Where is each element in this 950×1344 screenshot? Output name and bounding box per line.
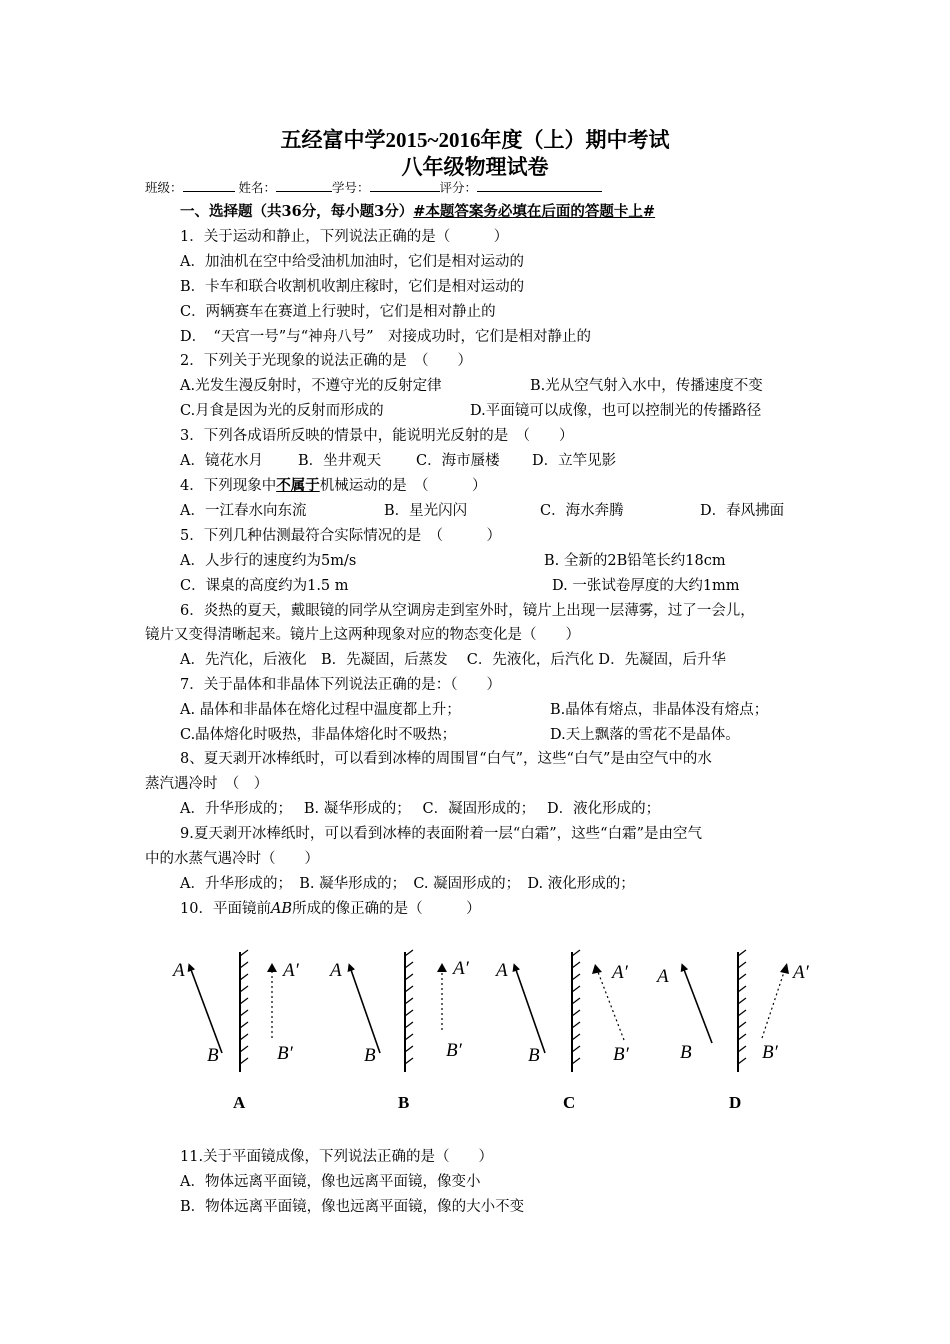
q2-option-d: D.平面镜可以成像，也可以控制光的传播路径 [470,403,762,419]
exam-title: 五经富中学2015~2016年度（上）期中考试 [280,128,670,152]
q3-option-d: D．立竿见影 [532,453,617,469]
q10-stem-ab: AB [270,901,293,917]
q10-stem [180,899,481,919]
q7-option-c: C.晶体熔化时吸热，非晶体熔化时不吸热； [180,727,457,743]
label-b-prime: B′ [446,1040,462,1061]
q9-stem-line2: 中的水蒸气遇冷时（ ） [145,851,319,867]
label-a-prime: A′ [283,960,299,981]
label-b: B [207,1045,219,1066]
q4-stem-before: 4．下列现象中 [180,478,277,494]
image-arrowhead [592,964,602,974]
panel-label-d: D [729,1093,742,1112]
figure-panel-b [328,950,470,1112]
label-a-prime: A′ [612,962,628,983]
label-b-prime: B′ [762,1042,778,1063]
q1-option-d: D． “天宫一号”与“神舟八号” 对接成功时，它们是相对静止的 [180,329,592,345]
section-heading-text: 一、选择题（共36分，每小题3分） [180,203,414,220]
figure-panel-a [171,950,300,1112]
q5-option-a: A．人步行的速度约为5m/s [180,553,357,569]
q4-option-a: A．一江春水向东流 [180,503,307,519]
class-label: 班级： [145,180,183,195]
q8-options: A．升华形成的； B. 凝华形成的； C．凝固形成的； D．液化形成的； [180,801,661,817]
q9-options: A．升华形成的； B. 凝华形成的； C. 凝固形成的； D. 液化形成的； [180,876,635,892]
label-a: A [657,966,669,987]
image-arrowhead [780,963,789,974]
image-arrowhead [437,963,447,972]
label-b: B [680,1042,692,1063]
q9-stem-line1: 9.夏天剥开冰棒纸时，可以看到冰棒的表面附着一层“白霜”，这些“白霜”是由空气 [180,826,702,842]
q11-stem: 11.关于平面镜成像，下列说法正确的是（ ） [180,1149,494,1165]
q5-option-b: B. 全新的2B铅笔长约18cm [544,553,726,569]
mirror-figure [0,930,950,1150]
q8-stem-line2: 蒸汽遇冷时 （ ） [145,776,269,792]
q5-stem: 5．下列几种估测最符合实际情况的是 （ ） [180,528,501,544]
student-info-row [145,178,602,198]
q10-stem-before: 10．平面镜前 [180,901,271,917]
label-b-prime: B′ [277,1043,293,1064]
q4-stem-emphasis: 不属于 [276,477,320,494]
score-blank[interactable] [477,178,602,192]
object-arrow [515,967,545,1053]
section-heading [180,202,655,222]
q2-option-a: A.光发生漫反射时，不遵守光的反射定律 [180,378,442,394]
q7-option-b: B.晶体有熔点，非晶体没有熔点； [550,702,769,718]
q7-option-a: A. 晶体和非晶体在熔化过程中温度都上升； [180,702,461,718]
name-blank[interactable] [276,178,332,192]
label-b: B [364,1045,376,1066]
q3-option-a: A．镜花水月 [180,453,263,469]
figure-panel-c [494,950,630,1112]
q7-stem: 7．关于晶体和非晶体下列说法正确的是：（ ） [180,677,501,693]
number-blank[interactable] [370,178,440,192]
q2-option-b: B.光从空气射入水中，传播速度不变 [530,378,763,394]
score-label: 评分： [439,180,478,195]
q10-stem-after: 所成的像正确的是（ ） [292,901,481,917]
name-label: 姓名： [238,180,277,195]
q2-option-c: C.月食是因为光的反射而形成的 [180,403,384,419]
q6-stem-line2: 镜片又变得清晰起来。镜片上这两种现象对应的物态变化是（ ） [145,627,580,643]
q1-option-c: C．两辆赛车在赛道上行驶时，它们是相对静止的 [180,304,496,320]
q11-option-b: B．物体远离平面镜，像也远离平面镜，像的大小不变 [180,1199,525,1215]
q6-options: A．先汽化，后液化 B．先凝固，后蒸发 C．先液化，后汽化 D．先凝固，后升华 [180,652,727,668]
q1-option-a: A．加油机在空中给受油机加油时，它们是相对运动的 [180,254,524,270]
exam-subtitle: 八年级物理试卷 [401,155,549,179]
q11-option-a: A．物体远离平面镜，像也远离平面镜，像变小 [180,1174,481,1190]
q1-stem: 1．关于运动和静止，下列说法正确的是（ ） [180,229,509,245]
number-label: 学号： [332,180,370,195]
label-a-prime: A′ [453,958,469,979]
panel-label-b: B [398,1093,410,1112]
q1-option-b: B．卡车和联合收割机收割庄稼时，它们是相对运动的 [180,279,525,295]
q6-stem-line1: 6．炎热的夏天，戴眼镜的同学从空调房走到室外时，镜片上出现一层薄雾，过了一会儿， [180,603,755,619]
q4-option-c: C．海水奔腾 [540,503,624,519]
q7-option-d: D.天上飘落的雪花不是晶体。 [550,727,740,743]
q2-stem: 2．下列关于光现象的说法正确的是 （ ） [180,353,472,369]
label-b-prime: B′ [613,1044,629,1065]
q5-option-d: D. 一张试卷厚度的大约1mm [552,578,740,594]
panel-label-a: A [233,1093,246,1112]
q8-stem-line1: 8、夏天剥开冰棒纸时，可以看到冰棒的周围冒“白气”，这些“白气”是由空气中的水 [180,751,712,767]
label-a: A [496,960,508,981]
q4-option-d: D．春风拂面 [700,503,785,519]
q5-option-c: C．课桌的高度约为1.5 m [180,578,349,594]
image-arrowhead [267,963,277,972]
class-blank[interactable] [183,178,235,192]
q3-option-c: C．海市蜃楼 [416,453,500,469]
object-arrow [350,967,380,1053]
q4-stem-after: 机械运动的是 （ ） [319,478,487,494]
figure-panel-d [655,950,810,1112]
q3-stem: 3．下列各成语所反映的情景中，能说明光反射的是 （ ） [180,428,574,444]
panel-label-c: C [563,1093,576,1112]
q4-option-b: B．星光闪闪 [384,503,468,519]
label-a-prime: A′ [793,962,809,983]
label-b: B [528,1045,540,1066]
q4-stem [180,476,486,496]
object-arrow [190,967,222,1053]
section-heading-note: #本题答案务必填在后面的答题卡上# [413,203,656,220]
image-line [762,972,784,1038]
label-a: A [173,960,185,981]
label-a: A [330,960,342,981]
object-arrow [683,967,712,1043]
q3-option-b: B．坐井观天 [298,453,382,469]
